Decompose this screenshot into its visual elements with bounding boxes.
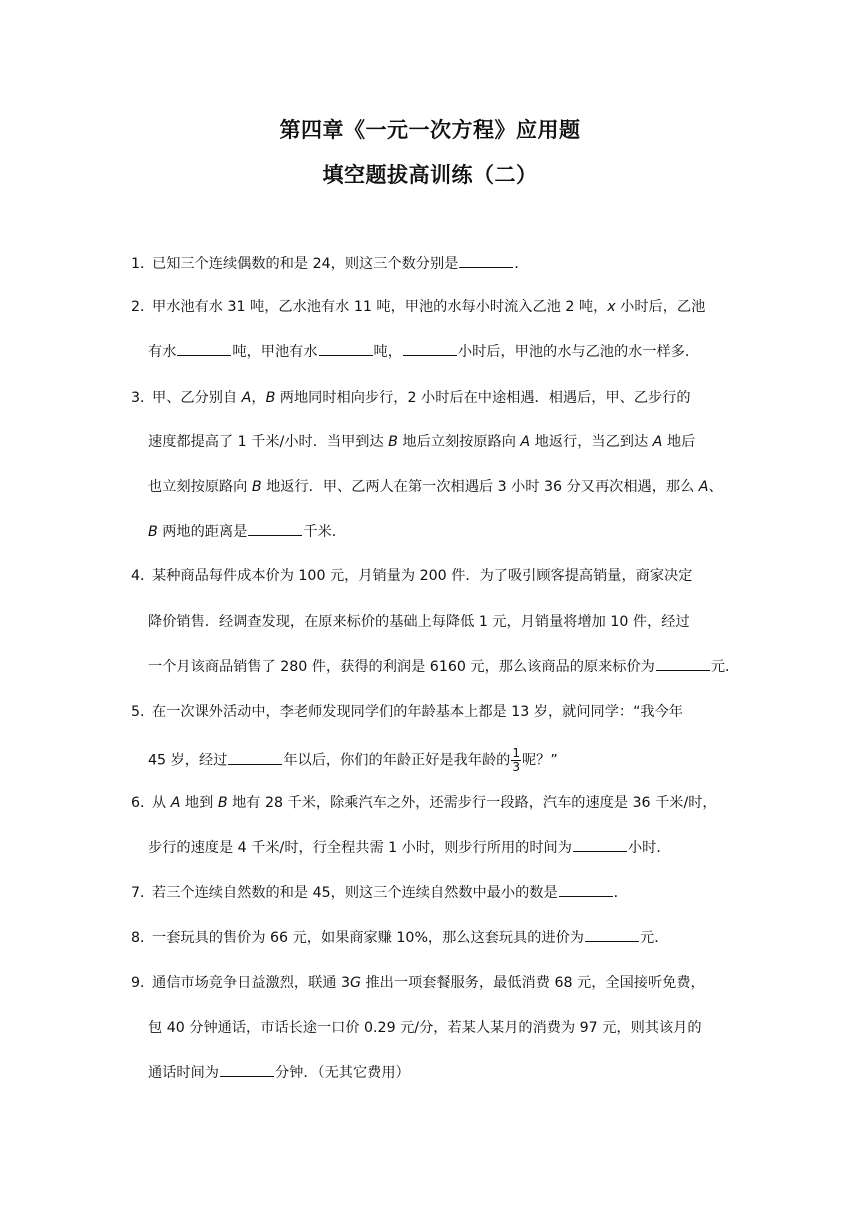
question-number: 8． xyxy=(131,930,155,946)
answer-blank[interactable] xyxy=(585,940,639,942)
answer-blank[interactable] xyxy=(559,895,613,897)
answer-blank[interactable] xyxy=(656,669,710,671)
answer-blank[interactable] xyxy=(573,850,627,852)
question-number: 6． xyxy=(131,795,155,811)
answer-blank[interactable] xyxy=(403,354,457,356)
question-number: 2． xyxy=(131,299,155,315)
answer-blank[interactable] xyxy=(248,534,302,536)
page-subtitle: 填空题拔高训练（二） xyxy=(322,163,538,187)
question-number: 5． xyxy=(131,704,155,720)
fraction: $\frac{1}{3}$ xyxy=(512,746,520,774)
answer-blank[interactable] xyxy=(220,1075,274,1077)
question-number: 7． xyxy=(131,885,155,901)
page-title: 第四章《一元一次方程》应用题 xyxy=(279,118,581,142)
question-number: 1． xyxy=(131,256,155,272)
answer-blank[interactable] xyxy=(177,354,231,356)
question-number: 4． xyxy=(131,568,155,584)
answer-blank[interactable] xyxy=(319,354,373,356)
question-number: 9． xyxy=(131,975,155,991)
answer-blank[interactable] xyxy=(459,266,513,268)
answer-blank[interactable] xyxy=(228,763,282,765)
question-number: 3． xyxy=(131,390,155,406)
